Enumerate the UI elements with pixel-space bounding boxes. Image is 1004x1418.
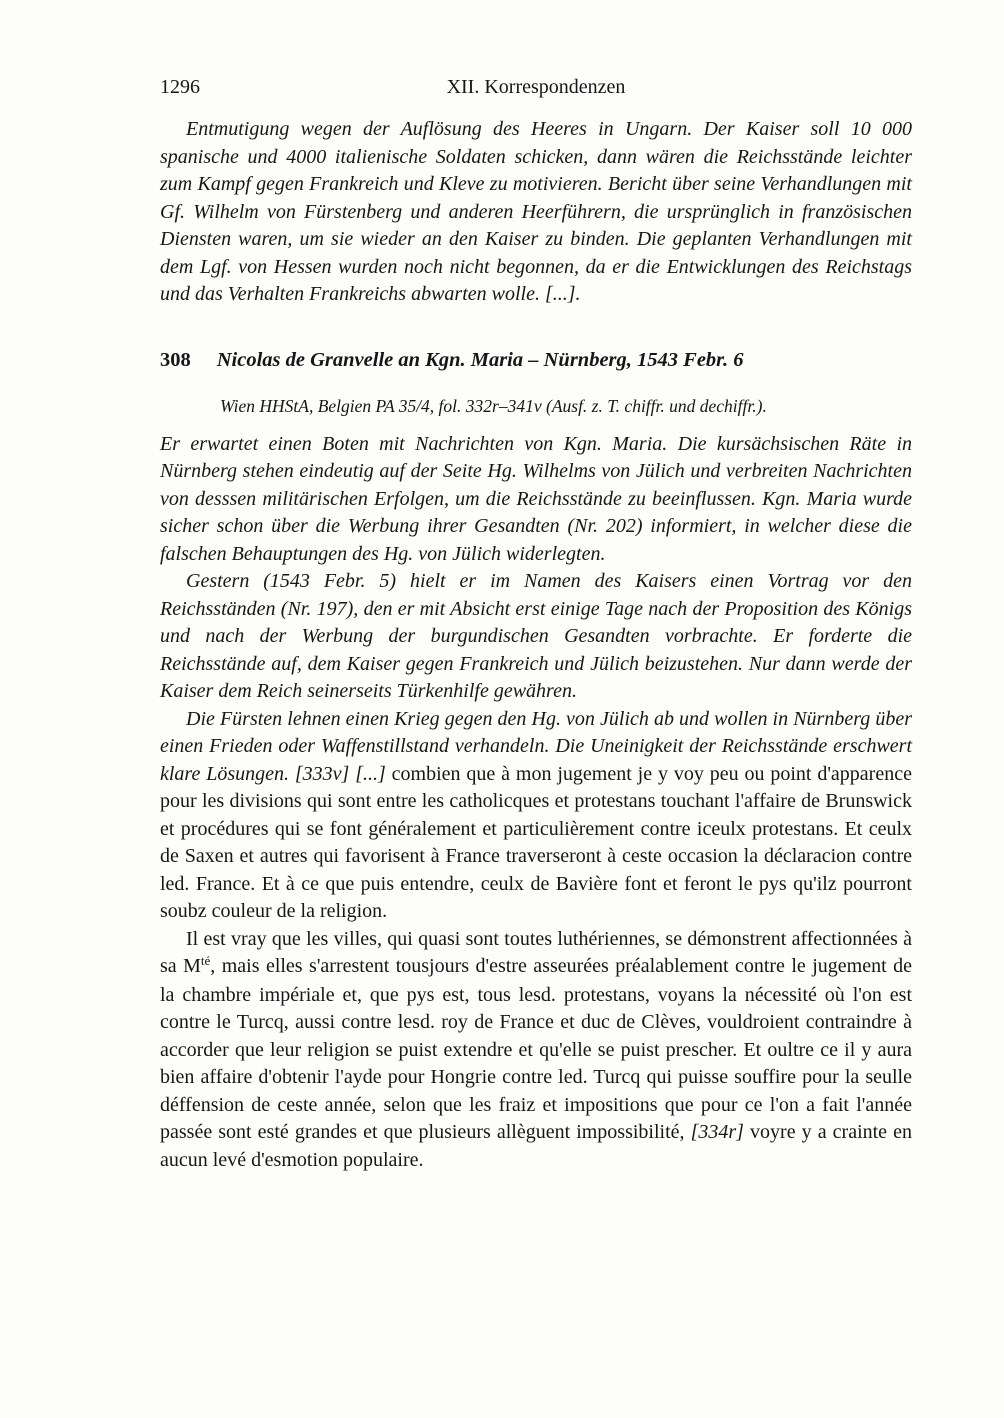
entry-number: 308 (160, 348, 191, 371)
entry-source-citation: Wien HHStA, Belgien PA 35/4, fol. 332r–341v (Ausf. z. T. chiffr. und dechiffr.). (220, 395, 767, 416)
running-head-title: XII. Korrespondenzen (446, 76, 626, 98)
entry-paragraph: Gestern (1543 Febr. 5) hielt er im Namen des Kaisers einen Vortrag vor den Reichsständen (Nr. 197), den er mit Absicht erst einige Tage nach der Proposition des Königs und nach der Werbung der burgundischen Gesandten vorbrachte. Er forderte die Reichsstände auf, dem Kaiser gegen Frankreich und Jülich beizustehen. Nur dann werde der Kaiser dem Reich seinerseits Türkenhilfe gewähren. (160, 570, 912, 702)
entry-paragraph: Il est vray que les villes, qui quasi sont toutes luthériennes, se démonstrent affectionnées à sa $M^{té}$, mais elles s'arrestent tousjours d'estre asseurées préalablement contre le jugement de la chambre impériale et, que pys est, tous lesd. protestans, voyans la nécessité où l'on est contre le Turcq, aussi contre lesd. roy de France et duc de Clèves, vouldroient contraindre à accorder que leur religion se puist extendre et qu'elle se puist prescher. Et oultre ce il y aura bien affaire d'obtenir l'ayde pour Hongrie contre led. Turcq qui puisse souffire pour la seulle déffension de ceste année, selon que les fraiz et impositions que pour ce l'on a fait l'année passée sont esté grandes et que plusieurs allèguent impossibilité, [334r] voyre y a crainte en aucun levé d'esmotion populaire. (160, 927, 912, 1171)
text-block (160, 74, 912, 1174)
entry-title: Nicolas de Granvelle an Kgn. Maria – Nürnberg, 1543 Febr. 6 (216, 348, 744, 371)
entry-heading (160, 347, 912, 374)
page-number: 1296 (160, 76, 200, 98)
running-header (160, 74, 912, 102)
entry-paragraph: Die Fürsten lehnen einen Krieg gegen den Hg. von Jülich ab und wollen in Nürnberg über einen Frieden oder Waffenstillstand verhandeln. Die Uneinigkeit der Reichsstände erschwert klare Lösungen. [333v] [...] combien que à mon jugement je y voy peu ou point d'apparence pour les divisions qui sont entre les catholicques et protestans touchant l'affaire de Brunswick et procédures qui se font généralement et particulièrement contre iceulx protestans. Et ceulx de Saxen et autres qui favorisent à France traverseront à ceste occasion la déclaracion contre led. France. Et à ce que puis entendre, ceulx de Bavière font et feront le pys qu'ilz pourront soubz couleur de la religion. (160, 707, 912, 922)
entry-paragraph: Er erwartet einen Boten mit Nachrichten von Kgn. Maria. Die kursächsischen Räte in Nürnberg stehen eindeutig auf der Seite Hg. Wilhelms von Jülich und verbreiten Nachrichten von desssen militärischen Erfolgen, um die Reichsstände zu beeinflussen. Kgn. Maria wurde sicher schon über die Werbung ihrer Gesandten (Nr. 202) informiert, in welcher diese die falschen Behauptungen des Hg. von Jülich widerlegten. (160, 432, 912, 565)
previous-entry-summary-paragraph: Entmutigung wegen der Auflösung des Heeres in Ungarn. Der Kaiser soll 10 000 spanische und 4000 italienische Soldaten schicken, dann wären die Reichsstände leichter zum Kampf gegen Frankreich und Kleve zu motivieren. Bericht über seine Verhandlungen mit Gf. Wilhelm von Fürstenberg und anderen Heerführern, die ursprünglich in französischen Diensten waren, um sie wieder an den Kaiser zu binden. Die geplanten Verhandlungen mit dem Lgf. von Hessen wurden noch nicht begonnen, da er die Entwicklungen des Reichstags und das Verhalten Frankreichs abwarten wolle. [...]. (160, 118, 912, 305)
